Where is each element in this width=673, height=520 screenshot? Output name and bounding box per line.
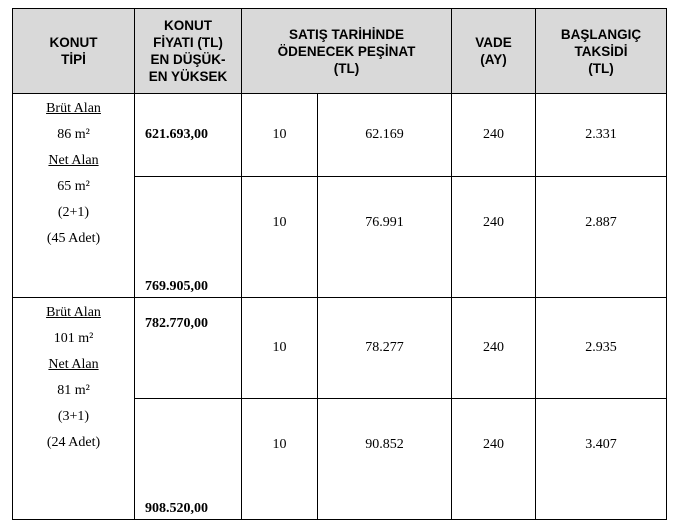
net-alan-label: Net Alan <box>48 357 99 372</box>
table-row <box>13 298 667 399</box>
price-cell: 908.520,00 <box>135 399 242 520</box>
brut-alan-label: Brüt Alan <box>46 305 101 320</box>
room-count: (2+1) <box>57 205 90 220</box>
table-row <box>13 94 667 177</box>
brut-alan-value: 101 m² <box>53 331 94 346</box>
header-konut-tipi: KONUT TİPİ <box>13 9 135 94</box>
vade-cell: 240 <box>452 298 536 399</box>
net-alan-value: 81 m² <box>57 383 90 398</box>
header-vade: VADE (AY) <box>452 9 536 94</box>
price-cell: 621.693,00 <box>135 94 242 177</box>
brut-alan-label: Brüt Alan <box>46 101 101 116</box>
taksit-cell: 2.935 <box>536 298 667 399</box>
taksit-cell: 3.407 <box>536 399 667 520</box>
brut-alan-value: 86 m² <box>57 127 90 142</box>
net-alan-label: Net Alan <box>48 153 99 168</box>
pct-cell: 10 <box>242 94 318 177</box>
vade-cell: 240 <box>452 177 536 298</box>
pesinat-cell: 78.277 <box>318 298 452 399</box>
pesinat-cell: 76.991 <box>318 177 452 298</box>
vade-cell: 240 <box>452 399 536 520</box>
taksit-cell: 2.887 <box>536 177 667 298</box>
konut-tipi-cell <box>13 298 135 520</box>
price-cell: 782.770,00 <box>135 298 242 399</box>
pct-cell: 10 <box>242 177 318 298</box>
net-alan-value: 65 m² <box>57 179 90 194</box>
taksit-cell: 2.331 <box>536 94 667 177</box>
housing-price-table <box>12 8 667 520</box>
pct-cell: 10 <box>242 399 318 520</box>
pesinat-cell: 90.852 <box>318 399 452 520</box>
header-row <box>13 9 667 94</box>
pct-cell: 10 <box>242 298 318 399</box>
room-count: (3+1) <box>57 409 90 424</box>
vade-cell: 240 <box>452 94 536 177</box>
pesinat-cell: 62.169 <box>318 94 452 177</box>
header-taksit: BAŞLANGIÇ TAKSİDİ (TL) <box>536 9 667 94</box>
header-pesinat: SATIŞ TARİHİNDE ÖDENECEK PEŞİNAT (TL) <box>242 9 452 94</box>
konut-tipi-cell <box>13 94 135 298</box>
header-fiyat: KONUT FİYATI (TL) EN DÜŞÜK- EN YÜKSEK <box>135 9 242 94</box>
unit-count: (24 Adet) <box>46 435 101 450</box>
unit-count: (45 Adet) <box>46 231 101 246</box>
price-cell: 769.905,00 <box>135 177 242 298</box>
